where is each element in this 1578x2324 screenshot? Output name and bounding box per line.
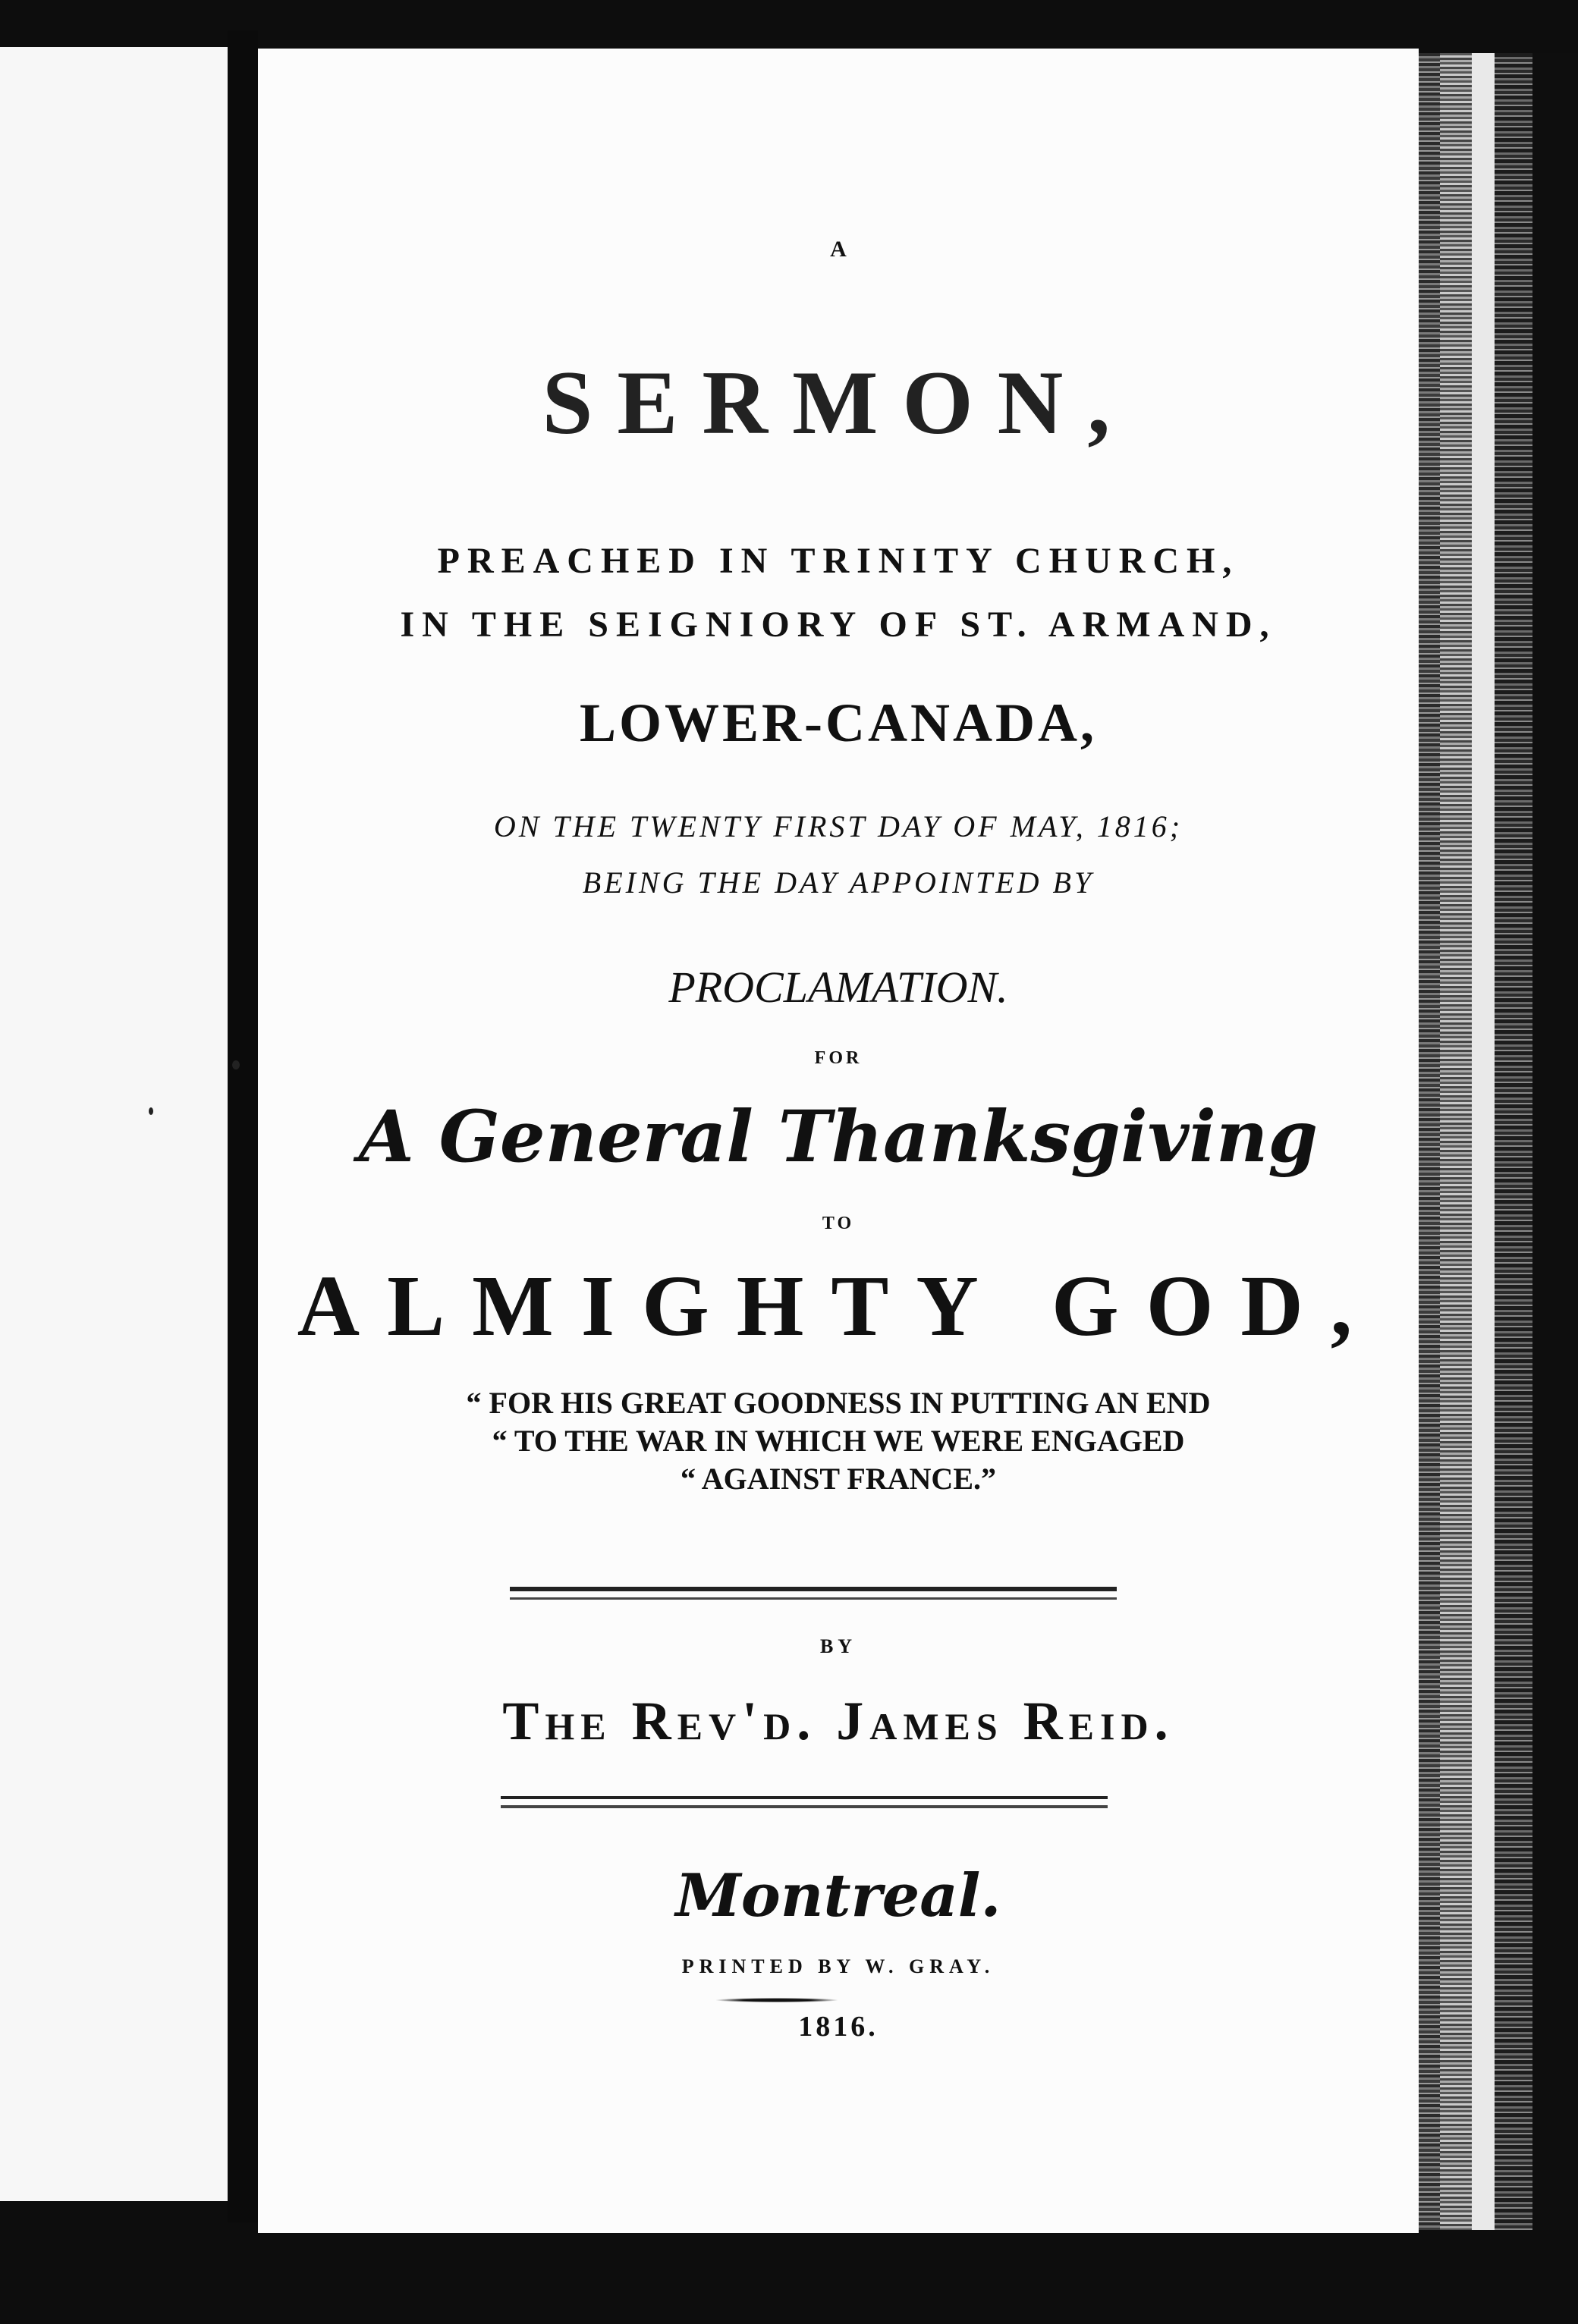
place-heading: LOWER-CANADA, [580, 692, 1097, 753]
page-edges [1472, 53, 1495, 2230]
almighty-god-heading: ALMIGHTY GOD, [297, 1258, 1380, 1354]
page-edges [1440, 53, 1472, 2230]
date-line: ON THE TWENTY FIRST DAY OF MAY, 1816; [493, 809, 1184, 843]
page-edges [1419, 53, 1440, 2230]
book-cover-edge [1495, 53, 1532, 2230]
book-gutter [228, 30, 258, 2222]
facing-page [0, 47, 235, 2201]
author-name: The Rev'd. James Reid. [502, 1691, 1174, 1751]
preached-line-1: PREACHED IN TRINITY CHURCH, [437, 541, 1240, 581]
quotation-line-2: “ TO THE WAR IN WHICH WE WERE ENGAGED [492, 1424, 1185, 1458]
title-article: A [830, 237, 847, 262]
imprint-city: Montreal. [675, 1861, 1001, 1930]
divider-rule [501, 1796, 1108, 1808]
printer-line: PRINTED BY W. GRAY. [681, 1955, 995, 1977]
for-word: FOR [814, 1048, 863, 1068]
by-word: BY [819, 1635, 857, 1657]
ink-speck [149, 1107, 153, 1115]
divider-rule [510, 1587, 1117, 1600]
preached-line-2: IN THE SEIGNIORY OF ST. ARMAND, [400, 605, 1277, 645]
ink-speck [232, 1060, 240, 1069]
ornament-rule [716, 1998, 838, 2002]
scan-border [1532, 53, 1578, 2230]
to-word: TO [822, 1214, 855, 1233]
thanksgiving-heading: A General Thanksgiving [358, 1095, 1319, 1179]
publication-year: 1816. [798, 2011, 879, 2043]
quotation-line-1: “ FOR HIS GREAT GOODNESS IN PUTTING AN END [466, 1386, 1211, 1420]
main-title: SERMON, [542, 352, 1135, 453]
appointed-line: BEING THE DAY APPOINTED BY [582, 865, 1095, 900]
quotation-line-3: “ AGAINST FRANCE.” [681, 1462, 996, 1496]
proclamation-heading: PROCLAMATION. [668, 963, 1008, 1012]
